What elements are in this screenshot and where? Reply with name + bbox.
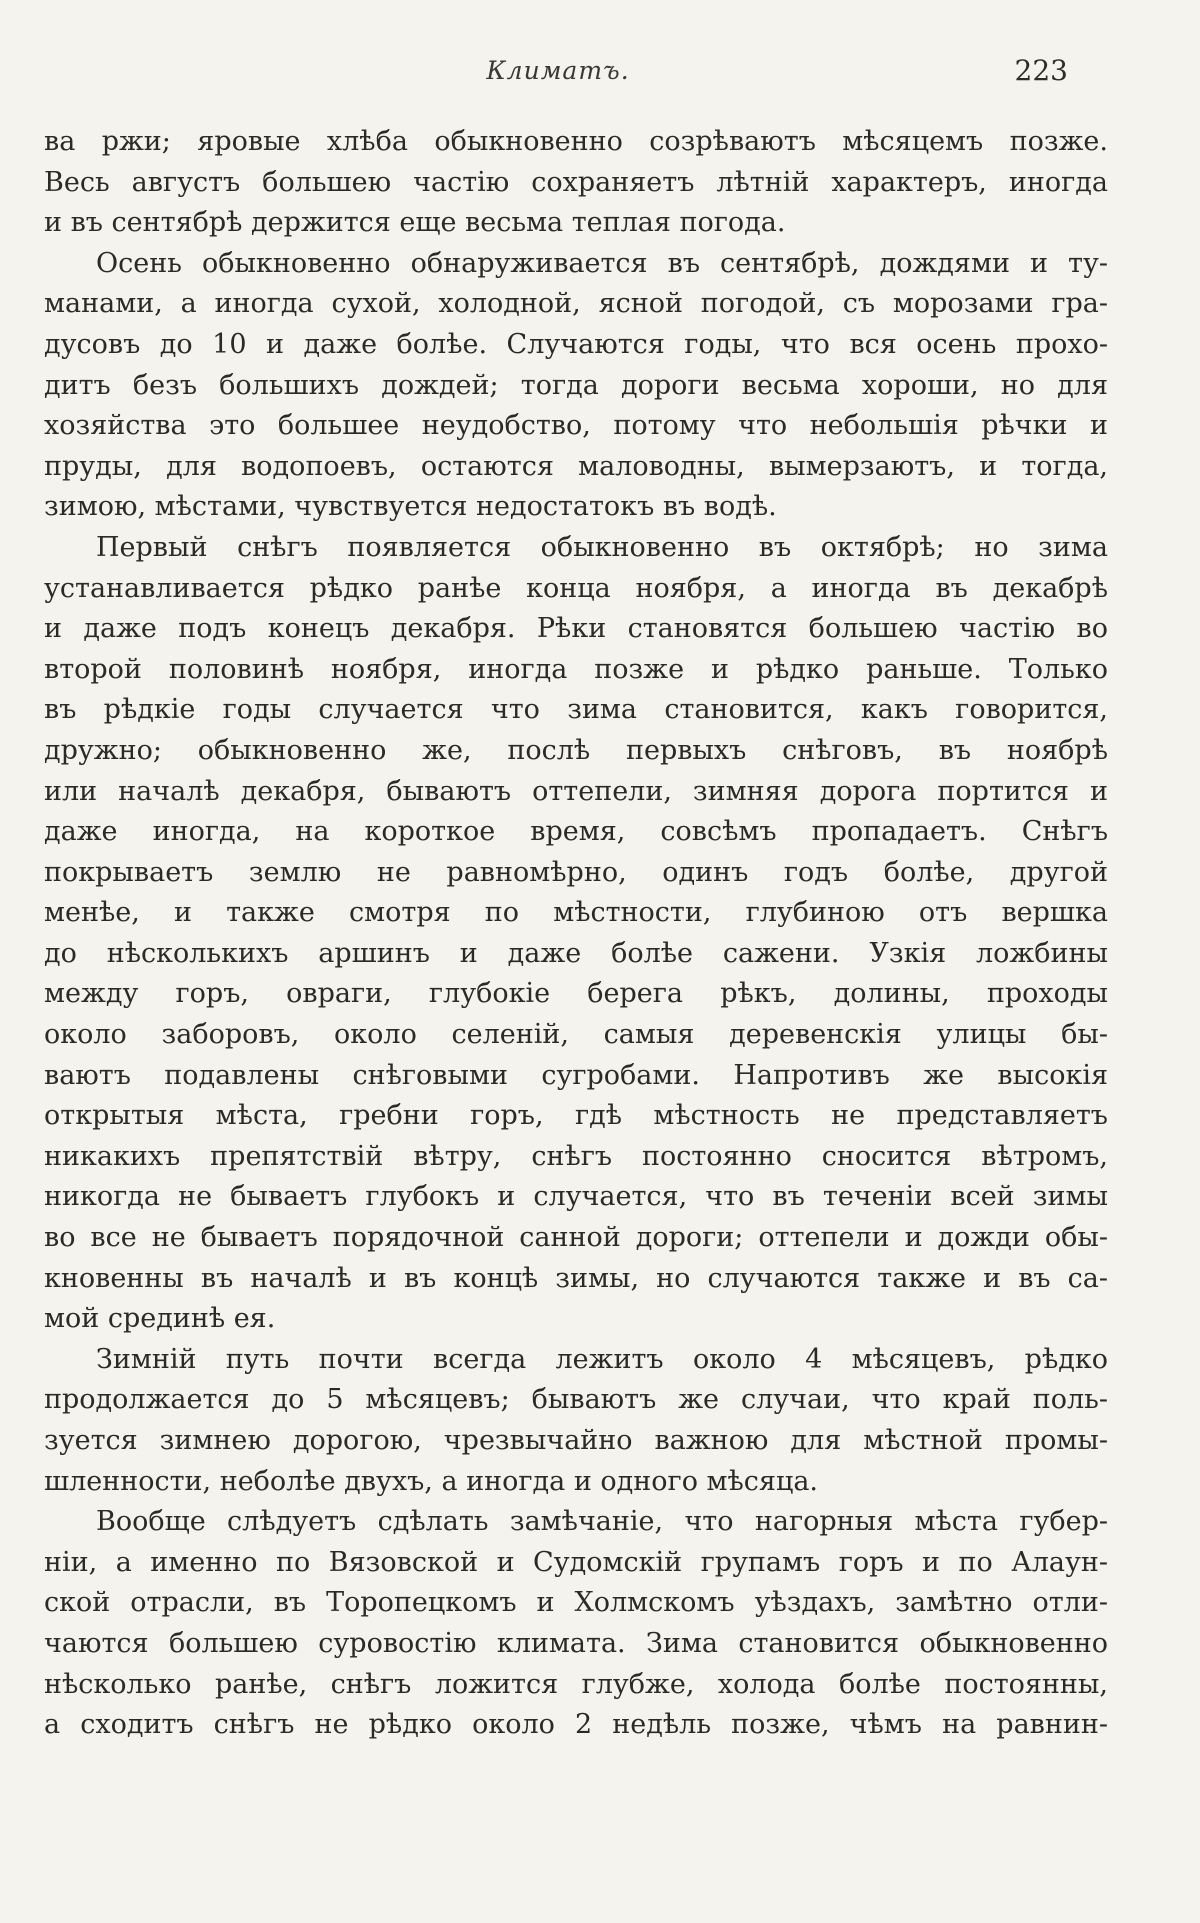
text-line: Осень обыкновенно обнаруживается въ сентябрѣ, дождями и ту- <box>96 247 1108 279</box>
text-line: пруды, для водопоевъ, остаются маловодны, вымерзаютъ, и тогда, <box>44 450 1108 482</box>
text-line: дусовъ до 10 и даже болѣе. Случаются годы, что вся осень прохо- <box>44 328 1108 360</box>
text-line: ніи, а именно по Вязовской и Судомскій групамъ горъ и по Алаун- <box>44 1546 1108 1578</box>
text-line: или началѣ декабря, бываютъ оттепели, зимняя дорога портится и <box>44 775 1108 807</box>
text-line: устанавливается рѣдко ранѣе конца ноября, а иногда въ декабрѣ <box>44 572 1108 604</box>
page-header <box>44 56 1072 96</box>
text-line: до нѣсколькихъ аршинъ и даже болѣе сажени. Узкія ложбины <box>44 937 1108 969</box>
text-line: мой срединѣ ея. <box>44 1303 276 1335</box>
text-line: кновенны въ началѣ и въ концѣ зимы, но случаются также и въ са- <box>44 1262 1108 1294</box>
text-line: а сходитъ снѣгъ не рѣдко около 2 недѣль позже, чѣмъ на равнин- <box>44 1709 1108 1741</box>
text-line: Первый снѣгъ появляется обыкновенно въ октябрѣ; но зима <box>96 531 1108 563</box>
running-head: Климатъ. <box>486 56 630 85</box>
text-line: никакихъ препятствій вѣтру, снѣгъ постоянно сносится вѣтромъ, <box>44 1140 1108 1172</box>
text-line: даже иногда, на короткое время, совсѣмъ пропадаетъ. Снѣгъ <box>44 816 1108 848</box>
text-line: менѣе, и также смотря по мѣстности, глубиною отъ вершка <box>44 897 1108 929</box>
text-line: Весь августъ большею частію сохраняетъ лѣтній характеръ, иногда <box>44 166 1108 198</box>
paragraph <box>44 1502 1108 1746</box>
text-line: покрываетъ землю не равномѣрно, одинъ годъ болѣе, другой <box>44 856 1108 888</box>
text-line: и даже подъ конецъ декабря. Рѣки становятся большею частію во <box>44 613 1108 645</box>
body-text <box>44 122 1108 1746</box>
paragraph <box>44 244 1108 528</box>
page-number: 223 <box>1014 54 1068 87</box>
paragraph <box>44 122 1108 244</box>
text-line: хозяйства это большее неудобство, потому что небольшія рѣчки и <box>44 410 1108 442</box>
text-line: Вообще слѣдуетъ сдѣлать замѣчаніе, что нагорныя мѣста губер- <box>96 1506 1108 1538</box>
text-line: въ рѣдкіе годы случается что зима становится, какъ говорится, <box>44 694 1108 726</box>
text-line: между горъ, овраги, глубокіе берега рѣкъ, долины, проходы <box>44 978 1108 1010</box>
text-line: продолжается до 5 мѣсяцевъ; бываютъ же случаи, что край поль- <box>44 1384 1108 1416</box>
text-line: открытыя мѣста, гребни горъ, гдѣ мѣстность не представляетъ <box>44 1100 1108 1132</box>
text-line: около заборовъ, около селеній, самыя деревенскія улицы бы- <box>44 1019 1108 1051</box>
text-line: шленности, неболѣе двухъ, а иногда и одного мѣсяца. <box>44 1465 819 1497</box>
text-line: манами, а иногда сухой, холодной, ясной погодой, съ морозами гра- <box>44 288 1108 320</box>
paragraph <box>44 1340 1108 1502</box>
text-line: дружно; обыкновенно же, послѣ первыхъ снѣговъ, въ ноябрѣ <box>44 734 1108 766</box>
text-line: во все не бываетъ порядочной санной дороги; оттепели и дожди обы- <box>44 1222 1108 1254</box>
text-line: ской отрасли, въ Торопецкомъ и Холмскомъ уѣздахъ, замѣтно отли- <box>44 1587 1108 1619</box>
text-line: дитъ безъ большихъ дождей; тогда дороги весьма хороши, но для <box>44 369 1108 401</box>
text-line: второй половинѣ ноября, иногда позже и рѣдко раньше. Только <box>44 653 1108 685</box>
text-line: ва ржи; яровые хлѣба обыкновенно созрѣваютъ мѣсяцемъ позже. <box>44 126 1108 157</box>
text-line: Зимній путь почти всегда лежитъ около 4 мѣсяцевъ, рѣдко <box>96 1343 1108 1375</box>
text-line: никогда не бываетъ глубокъ и случается, что въ теченіи всей зимы <box>44 1181 1108 1213</box>
text-line: и въ сентябрѣ держится еще весьма теплая погода. <box>44 207 786 239</box>
text-line: зимою, мѣстами, чувствуется недостатокъ въ водѣ. <box>44 491 777 523</box>
text-line: чаются большею суровостію климата. Зима становится обыкновенно <box>44 1627 1108 1659</box>
text-line: ваютъ подавлены снѣговыми сугробами. Напротивъ же высокія <box>44 1059 1108 1091</box>
text-line: зуется зимнею дорогою, чрезвычайно важною для мѣстной промы- <box>44 1425 1108 1456</box>
text-line: нѣсколько ранѣе, снѣгъ ложится глубже, холода болѣе постоянны, <box>44 1668 1108 1700</box>
paragraph <box>44 528 1108 1340</box>
